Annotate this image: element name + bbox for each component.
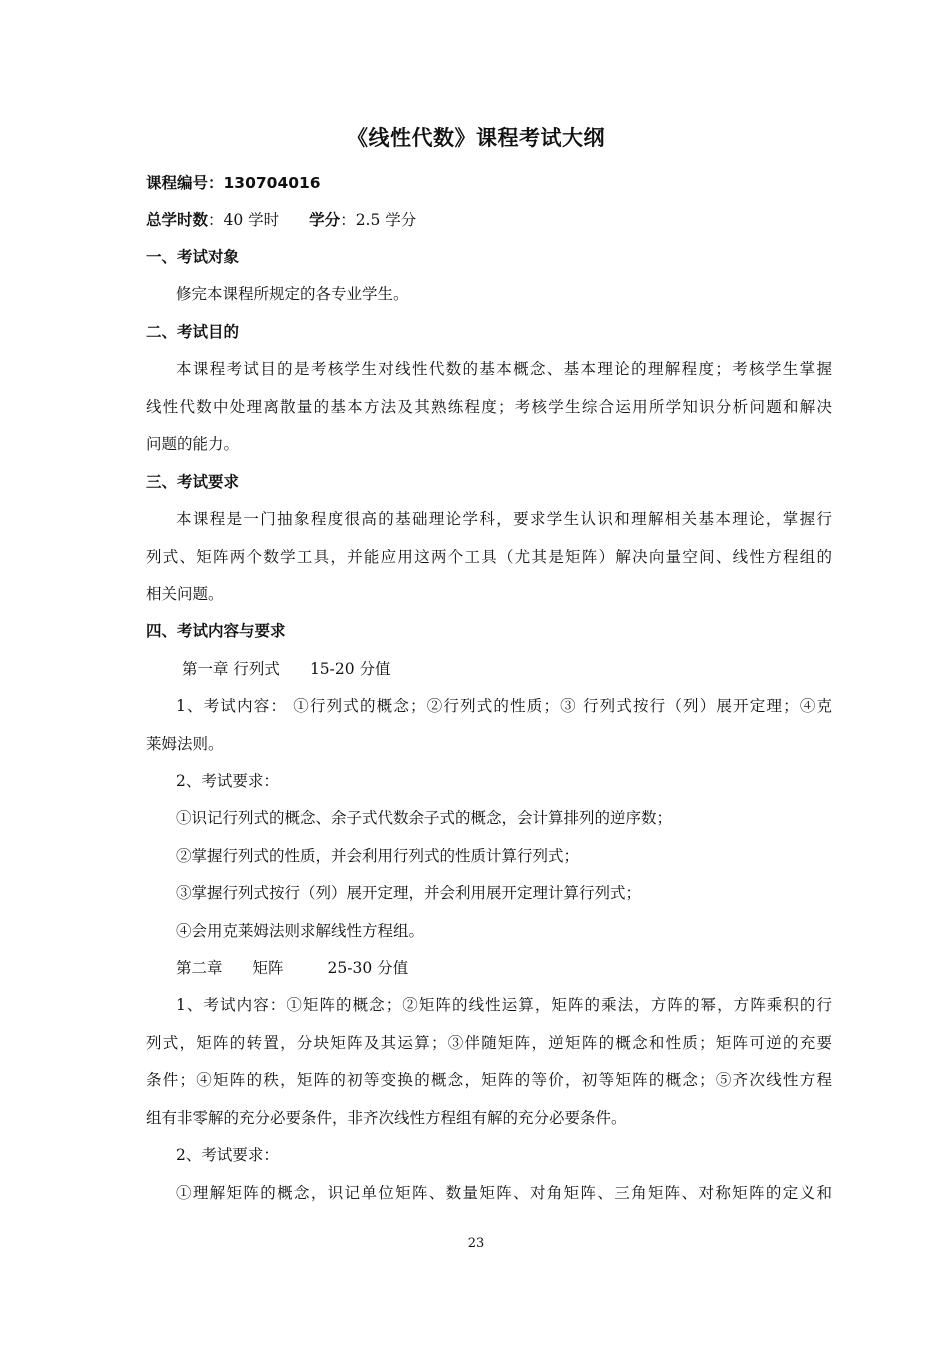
chapter1-name: 第一章 行列式 bbox=[182, 660, 280, 678]
chapter1-content-line: 莱姆法则。 bbox=[146, 735, 224, 753]
hours-credits bbox=[146, 210, 832, 230]
chapter1-content-line: 1、考试内容： ①行列式的概念；②行列式的性质；③ 行列式按行（列）展开定理；④克 bbox=[176, 697, 832, 715]
section4-heading: 四、考试内容与要求 bbox=[146, 622, 286, 640]
section2-line: 本课程考试目的是考核学生对线性代数的基本概念、基本理论的理解程度；考核学生掌握 bbox=[176, 360, 832, 378]
section2-heading: 二、考试目的 bbox=[146, 323, 240, 341]
chapter2-content-line: 条件；④矩阵的秩，矩阵的初等变换的概念，矩阵的等价，初等矩阵的概念；⑤齐次线性方程 bbox=[146, 1071, 832, 1089]
chapter2-req-heading: 2、考试要求： bbox=[176, 1146, 279, 1164]
chapter2-title bbox=[176, 958, 832, 978]
page-number: 23 bbox=[467, 1236, 485, 1251]
section2-line: 问题的能力。 bbox=[146, 435, 240, 453]
section1-heading: 一、考试对象 bbox=[146, 248, 240, 266]
section1-line: 修完本课程所规定的各专业学生。 bbox=[176, 285, 409, 303]
hours-label: 总学时数 bbox=[146, 211, 209, 229]
page-title: 《线性代数》课程考试大纲 bbox=[347, 126, 605, 150]
course-code bbox=[146, 173, 832, 193]
course-code-value: 130704016 bbox=[223, 174, 321, 192]
section3-line: 本课程是一门抽象程度很高的基础理论学科，要求学生认识和理解相关基本理论，掌握行 bbox=[176, 510, 832, 528]
chapter1-req-line: ②掌握行列式的性质，并会利用行列式的性质计算行列式； bbox=[176, 847, 580, 865]
credits-value: ：2.5 学分 bbox=[340, 211, 417, 229]
chapter1-req-line: ④会用克莱姆法则求解线性方程组。 bbox=[176, 922, 425, 940]
chapter1-req-heading: 2、考试要求： bbox=[176, 772, 279, 790]
course-code-label: 课程编号： bbox=[146, 174, 224, 192]
chapter2-topic: 矩阵 bbox=[252, 959, 284, 977]
chapter2-content-line: 组有非零解的充分必要条件，非齐次线性方程组有解的充分必要条件。 bbox=[146, 1109, 627, 1127]
chapter2-content-line: 列式，矩阵的转置，分块矩阵及其运算；③伴随矩阵，逆矩阵的概念和性质；矩阵可逆的充要 bbox=[146, 1034, 832, 1052]
hours-value: ：40 学时 bbox=[208, 211, 280, 229]
credits-label: 学分 bbox=[309, 211, 341, 229]
chapter2-name: 第二章 bbox=[176, 959, 223, 977]
chapter1-req-line: ③掌握行列式按行（列）展开定理，并会利用展开定理计算行列式； bbox=[176, 884, 642, 902]
chapter2-score: 25-30 分值 bbox=[327, 959, 409, 977]
section3-heading: 三、考试要求 bbox=[146, 473, 240, 491]
chapter2-req-line: ①理解矩阵的概念，识记单位矩阵、数量矩阵、对角矩阵、三角矩阵、对称矩阵的定义和 bbox=[176, 1184, 832, 1202]
chapter1-score: 15-20 分值 bbox=[309, 660, 391, 678]
chapter2-content-line: 1、考试内容：①矩阵的概念；②矩阵的线性运算，矩阵的乘法，方阵的幂，方阵乘积的行 bbox=[176, 996, 832, 1014]
chapter1-req-line: ①识记行列式的概念、余子式代数余子式的概念，会计算排列的逆序数； bbox=[176, 809, 673, 827]
chapter1-title bbox=[182, 659, 868, 679]
section3-line: 相关问题。 bbox=[146, 585, 224, 603]
section2-line: 线性代数中处理离散量的基本方法及其熟练程度；考核学生综合运用所学知识分析问题和解决 bbox=[146, 398, 832, 416]
section3-line: 列式、矩阵两个数学工具，并能应用这两个工具（尤其是矩阵）解决向量空间、线性方程组的 bbox=[146, 548, 832, 566]
